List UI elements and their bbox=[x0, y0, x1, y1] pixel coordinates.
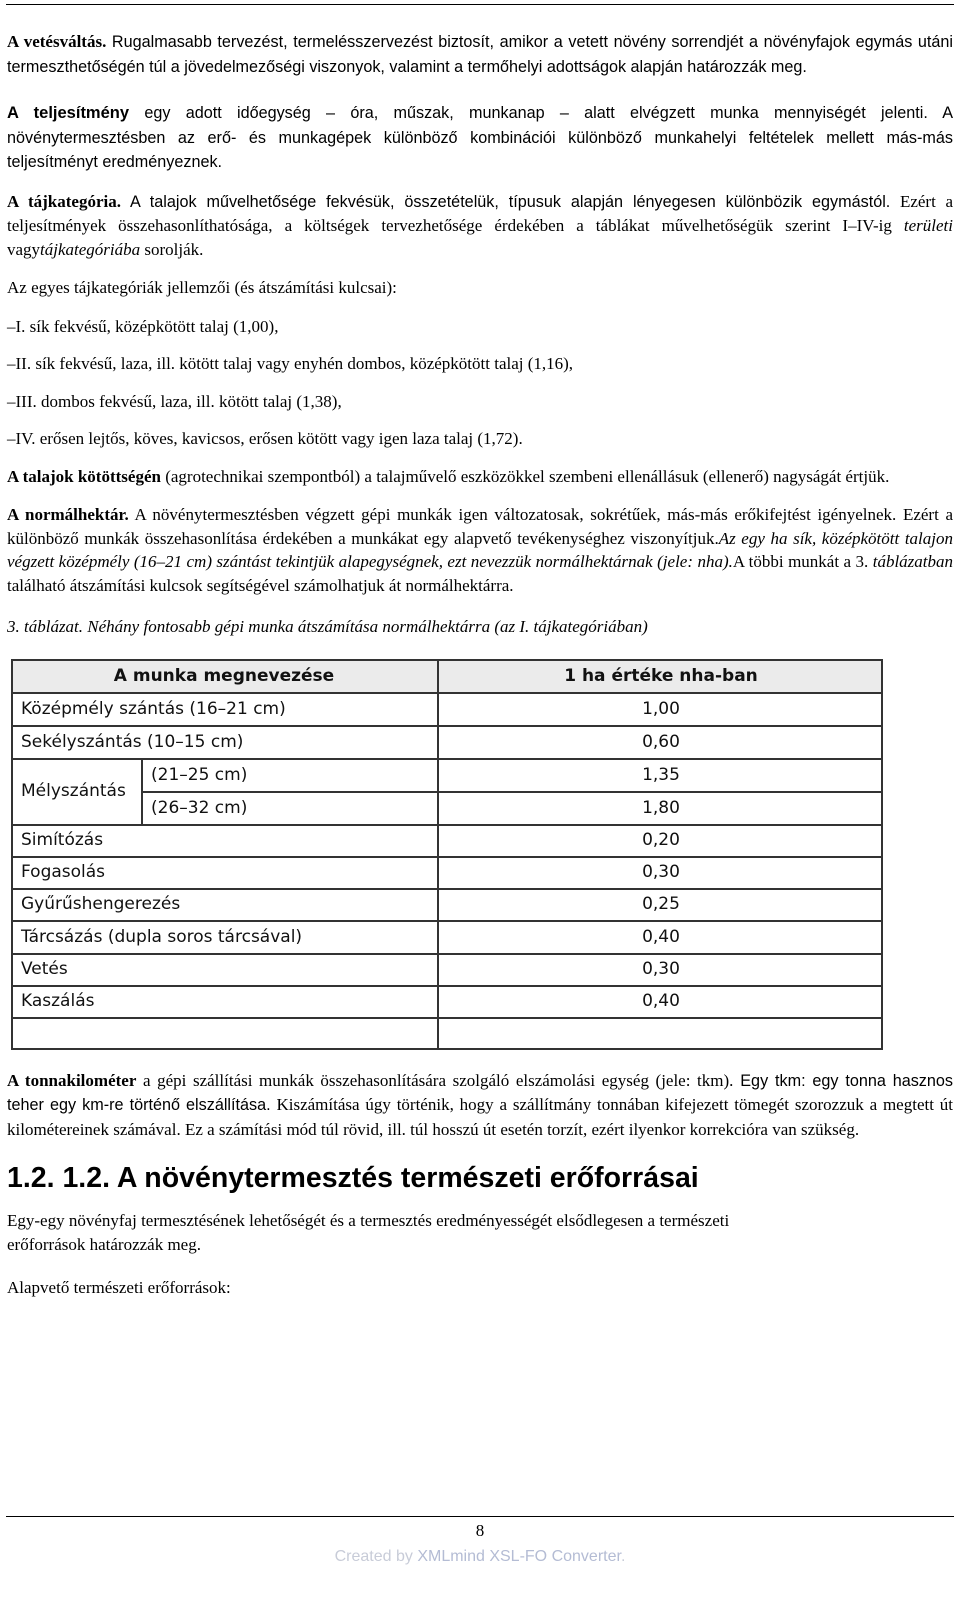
footer-rule bbox=[6, 1516, 954, 1517]
list-item: –IV. erősen lejtős, köves, kavicsos, erősen kötött vagy igen laza talaj (1,72). bbox=[7, 429, 523, 448]
term-teljesitmeny: A teljesítmény bbox=[7, 104, 130, 122]
row-name: Simítózás bbox=[21, 829, 104, 850]
row-divider bbox=[11, 725, 883, 727]
row-value: 0,40 bbox=[642, 990, 680, 1011]
row-group-name: Mélyszántás bbox=[21, 780, 126, 801]
paragraph-kotottseg: A talajok kötöttségén (agrotechnikai szempontból) a talajművelő eszközökkel szembeni ellenállásuk (ellenerő) nagyságát értjük. bbox=[7, 466, 890, 486]
top-rule bbox=[6, 4, 954, 5]
row-divider bbox=[11, 856, 883, 858]
category-list bbox=[7, 315, 953, 451]
paragraph-alapveto: Alapvető természeti erőforrások: bbox=[7, 1278, 231, 1297]
row-name: Vetés bbox=[21, 958, 68, 979]
row-name: Középmély szántás (16–21 cm) bbox=[21, 698, 286, 719]
row-value: 0,25 bbox=[642, 893, 680, 914]
table-caption: 3. táblázat. Néhány fontosabb gépi munka átszámítása normálhektárra (az I. tájkategóriában) bbox=[7, 617, 648, 636]
paragraph-tajkategoria: A tájkategória. A talajok művelhetősége fekvésük, összetételük, típusuk alapján lényegesen különbözik egymástól. Ezért a teljesítmények összehasonlíthatósága, a költségek tervezhetősége érdekében a táblákat művelhetőségük szerint I–IV-ig területi vagytájkategóriába sorolják. bbox=[7, 191, 953, 259]
list-intro: Az egyes tájkategóriák jellemzői (és átszámítási kulcsai): bbox=[7, 278, 397, 297]
row-value: 1,80 bbox=[642, 797, 680, 818]
converter-watermark: Created by XMLmind XSL-FO Converter. bbox=[334, 1548, 626, 1565]
section-heading: 1.2. 1.2. A növénytermesztés természeti erőforrásai bbox=[7, 1162, 699, 1194]
row-divider bbox=[11, 692, 883, 694]
term-kotottseg: A talajok kötöttségén bbox=[7, 466, 161, 486]
paragraph-eroforrasok: Egy-egy növényfaj termesztésének lehetőségét és a termesztés eredményességét elsődlegesen a természeti erőforrások határozzák meg. bbox=[7, 1211, 730, 1254]
row-value: 0,40 bbox=[642, 926, 680, 947]
row-name: Fogasolás bbox=[21, 861, 106, 882]
row-name: Sekélyszántás (10–15 cm) bbox=[21, 731, 244, 752]
term-vetesvaltas: A vetésváltás. bbox=[7, 32, 107, 51]
row-divider bbox=[11, 758, 883, 760]
row-divider bbox=[11, 920, 883, 922]
list-item: –III. dombos fekvésű, laza, ill. kötött talaj (1,38), bbox=[7, 391, 342, 411]
row-divider bbox=[11, 824, 883, 826]
row-name: Gyűrűshengerezés bbox=[21, 893, 181, 914]
row-value: 0,20 bbox=[642, 829, 680, 850]
header-work-name: A munka megnevezése bbox=[113, 665, 335, 686]
page-number: 8 bbox=[475, 1521, 485, 1540]
row-value: 0,30 bbox=[642, 861, 680, 882]
row-divider bbox=[11, 888, 883, 890]
term-tajkategoria: A tájkategória. bbox=[7, 191, 121, 211]
row-name: Kaszálás bbox=[21, 990, 95, 1011]
row-name: Tárcsázás (dupla soros tárcsával) bbox=[21, 926, 303, 947]
document-page bbox=[7, 30, 953, 1315]
conversion-table bbox=[11, 659, 883, 1049]
paragraph-teljesitmeny: A teljesítmény egy adott időegység – óra, műszak, munkanap – alatt elvégzett munka mennyiségét jelenti. A növénytermesztésben az erő- és munkagépek különböző kombinációi különböző munkahelyi feltételek mellett más-más teljesítményt eredményeznek. bbox=[7, 104, 953, 171]
row-value: 1,00 bbox=[642, 698, 680, 719]
list-item: –II. sík fekvésű, laza, ill. kötött talaj vagy enyhén dombos, középkötött talaj (1,16), bbox=[7, 354, 574, 373]
paragraph-vetesvaltas: A vetésváltás. Rugalmasabb tervezést, termelésszervezést biztosít, amikor a vetett növény sorrendjét a növényfajok egymás utáni termeszthetőségén túl a jövedelmezőségi viszonyok, valamint a termőhelyi adottságok alapján határozzák meg. bbox=[7, 32, 953, 76]
row-divider bbox=[141, 791, 883, 793]
list-item: –I. sík fekvésű, középkötött talaj (1,00), bbox=[7, 316, 279, 336]
row-subname: (21–25 cm) bbox=[151, 764, 248, 785]
paragraph-tonnakilometer: A tonnakilométer a gépi szállítási munkák összehasonlítására szolgáló elszámolási egység (jele: tkm). Egy tkm: egy tonna hasznos teher egy km-re történő elszállítása. Kiszámítása úgy történik, hogy a szállítmány tonnában kifejezett tömegét szorozzuk a megtett út kilométereinek számával. Ez a számítási mód túl rövid, ill. túl hosszú út esetén torzít, ezért ilyenkor korrekcióra van szükség. bbox=[7, 1070, 954, 1139]
row-divider bbox=[11, 985, 883, 987]
converter-link[interactable]: XMLmind XSL-FO Converter bbox=[417, 1548, 621, 1565]
term-tonnakilometer: A tonnakilométer bbox=[7, 1070, 137, 1090]
row-divider bbox=[11, 1017, 883, 1019]
row-divider bbox=[11, 953, 883, 955]
row-subname: (26–32 cm) bbox=[151, 797, 248, 818]
row-value: 0,30 bbox=[642, 958, 680, 979]
row-value: 0,60 bbox=[642, 731, 680, 752]
row-value: 1,35 bbox=[642, 764, 680, 785]
header-nha-value: 1 ha értéke nha-ban bbox=[564, 665, 758, 686]
paragraph-normalhektar: A normálhektár. A növénytermesztésben végzett gépi munkák igen változatosak, sokrétűek, más-más erőkifejtést igényelnek. Ezért a különböző munkák összehasonlítása érdekében a munkákat egy alapvető tevékenységhez viszonyítjuk.Az egy ha sík, középkötött talajon végzett középmély (16–21 cm) szántást tekintjük alapegységnek, ezt nevezzük normálhektárnak (jele: nha).A többi munkát a 3. táblázatban található átszámítási kulcsok segítségével számolhatjuk át normálhektárra. bbox=[7, 505, 954, 595]
term-normalhektar: A normálhektár. bbox=[7, 505, 129, 524]
